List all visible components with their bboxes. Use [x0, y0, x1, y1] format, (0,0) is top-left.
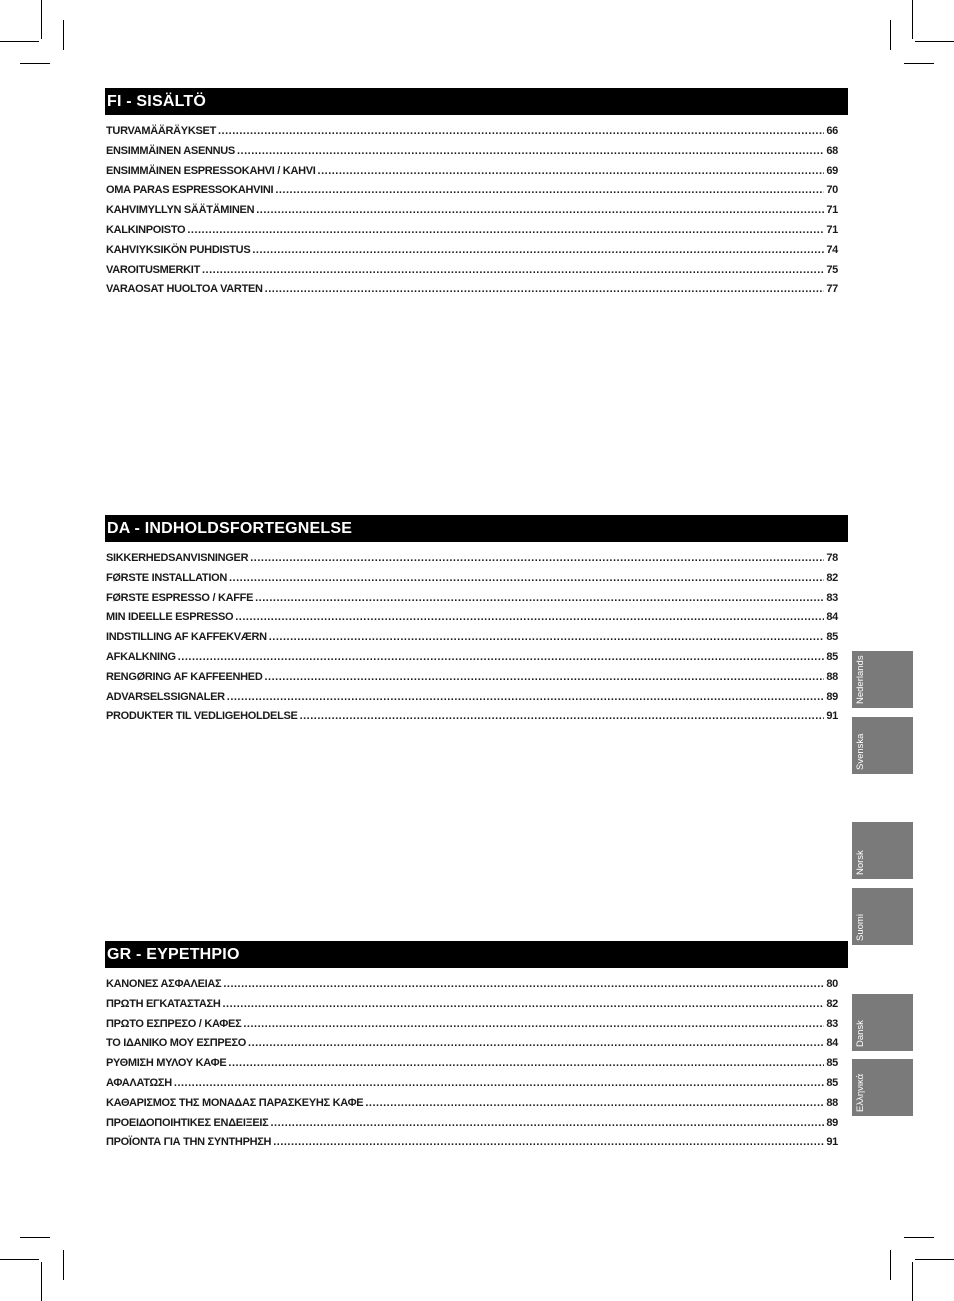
toc-entry[interactable]: [105, 244, 848, 264]
language-tab-label: Dansk: [855, 1020, 866, 1047]
leader-dots: [223, 978, 824, 990]
toc-label: INDSTILLING AF KAFFEKVÆRN: [106, 631, 267, 644]
toc-page-number: 91: [826, 710, 838, 723]
leader-dots: [218, 125, 824, 137]
toc-label: OMA PARAS ESPRESSOKAHVINI: [106, 184, 274, 197]
language-tab-label: Norsk: [855, 850, 866, 875]
crop-mark: [20, 1237, 50, 1238]
section-title: DA - INDHOLDSFORTEGNELSE: [105, 515, 848, 542]
toc-label: ΠΡΩΤΟ ΕΣΠΡΕΣΟ / ΚΑΦΕΣ: [106, 1017, 242, 1030]
toc-page-number: 83: [826, 591, 838, 604]
leader-dots: [250, 552, 824, 564]
toc-section-da: [105, 515, 848, 730]
leader-dots: [270, 1117, 824, 1129]
crop-mark: [915, 1259, 954, 1260]
crop-mark: [912, 1262, 913, 1301]
toc-entry[interactable]: [105, 184, 848, 204]
leader-dots: [318, 165, 825, 177]
toc-page-number: 84: [826, 1037, 838, 1050]
toc-page-number: 71: [826, 223, 838, 236]
toc-entry[interactable]: [105, 283, 848, 303]
toc-page-number: 89: [826, 690, 838, 703]
toc-label: ENSIMMÄINEN ASENNUS: [106, 144, 235, 157]
leader-dots: [275, 184, 824, 196]
toc-label: MIN IDEELLE ESPRESSO: [106, 611, 234, 624]
leader-dots: [187, 224, 824, 236]
leader-dots: [243, 1018, 824, 1030]
crop-mark: [904, 63, 934, 64]
toc-page-number: 84: [826, 611, 838, 624]
toc-label: SIKKERHEDSANVISNINGER: [106, 552, 249, 564]
toc-entry[interactable]: [105, 125, 848, 145]
toc-page-number: 91: [826, 1136, 838, 1149]
toc-page-number: 85: [826, 1057, 838, 1070]
language-tab-label: Nederlands: [855, 655, 866, 704]
crop-mark: [890, 1250, 891, 1280]
toc-page-number: 88: [826, 1096, 838, 1109]
leader-dots: [228, 1057, 824, 1069]
toc-entry[interactable]: [105, 691, 848, 711]
leader-dots: [229, 572, 824, 584]
toc-label: ΑΦΑΛΑΤΩΣΗ: [106, 1076, 172, 1089]
crop-mark: [890, 20, 891, 50]
section-title: FI - SISÄLTÖ: [105, 88, 848, 115]
toc-page-number: 71: [826, 204, 838, 217]
leader-dots: [255, 592, 824, 604]
toc-section-fi: [105, 88, 848, 303]
crop-mark: [20, 63, 50, 64]
leader-dots: [202, 264, 824, 276]
toc-label: KALKINPOISTO: [106, 223, 186, 236]
toc-entry[interactable]: [105, 978, 848, 998]
toc-section-gr: [105, 941, 848, 1156]
toc-label: ΠΡΟΕΙΔΟΠΟΙΗΤΙΚΕΣ ΕΝΔΕΙΞΕΙΣ: [106, 1116, 269, 1129]
language-tab-suomi[interactable]: [852, 888, 913, 945]
toc-label: FØRSTE ESPRESSO / KAFFE: [106, 591, 254, 604]
language-tab-nederlands[interactable]: [852, 651, 913, 708]
leader-dots: [248, 1037, 824, 1049]
toc-label: ΤΟ ΙΔΑΝΙΚΟ ΜΟΥ ΕΣΠΡΕΣΟ: [106, 1037, 247, 1050]
toc-label: PRODUKTER TIL VEDLIGEHOLDELSE: [106, 710, 298, 723]
language-tab-norsk[interactable]: [852, 822, 913, 879]
toc-entry[interactable]: [105, 631, 848, 651]
toc-page-number: 85: [826, 650, 838, 663]
toc-page-number: 85: [826, 1076, 838, 1089]
toc-entry[interactable]: [105, 1018, 848, 1038]
section-title: GR - ΕΥΡΕΤΗΡΙΟ: [105, 941, 848, 968]
toc-page-number: 89: [826, 1116, 838, 1129]
toc-page-number: 80: [826, 978, 838, 990]
toc-page-number: 68: [826, 144, 838, 157]
toc-page-number: 83: [826, 1017, 838, 1030]
toc-entry[interactable]: [105, 651, 848, 671]
leader-dots: [237, 145, 824, 157]
toc-label: ADVARSELSSIGNALER: [106, 690, 225, 703]
toc-entry[interactable]: [105, 1077, 848, 1097]
toc-label: ENSIMMÄINEN ESPRESSOKAHVI / KAHVI: [106, 164, 316, 177]
toc-label: ΠΡΟΪΟΝΤΑ ΓΙΑ ΤΗΝ ΣΥΝΤΗΡΗΣΗ: [106, 1136, 272, 1149]
toc-label: VARAOSAT HUOLTOA VARTEN: [106, 283, 263, 296]
leader-dots: [227, 691, 825, 703]
toc-entry[interactable]: [105, 572, 848, 592]
toc-page-number: 69: [826, 164, 838, 177]
toc-label: KAHVIYKSIKÖN PUHDISTUS: [106, 243, 251, 256]
toc-entry[interactable]: [105, 264, 848, 284]
crop-mark: [0, 41, 39, 42]
toc-page-number: 78: [826, 552, 838, 564]
leader-dots: [222, 998, 824, 1010]
language-tab-ellinika[interactable]: [852, 1059, 913, 1116]
crop-mark: [63, 1250, 64, 1280]
toc-label: VAROITUSMERKIT: [106, 263, 200, 276]
toc-entry[interactable]: [105, 224, 848, 244]
toc-label: KAHVIMYLLYN SÄÄTÄMINEN: [106, 204, 255, 217]
leader-dots: [174, 1077, 824, 1089]
leader-dots: [300, 710, 825, 722]
leader-dots: [235, 611, 824, 623]
leader-dots: [256, 204, 824, 216]
leader-dots: [264, 671, 824, 683]
toc-label: ΚΑΝΟΝΕΣ ΑΣΦΑΛΕΙΑΣ: [106, 978, 222, 990]
leader-dots: [265, 283, 825, 295]
toc-page-number: 70: [826, 184, 838, 197]
crop-mark: [0, 1259, 39, 1260]
toc-page-number: 82: [826, 997, 838, 1010]
leader-dots: [178, 651, 825, 663]
crop-mark: [904, 1237, 934, 1238]
toc-entry[interactable]: [105, 1136, 848, 1156]
toc-list: [105, 125, 848, 303]
toc-entry[interactable]: [105, 671, 848, 691]
toc-label: ΠΡΩΤΗ ΕΓΚΑΤΑΣΤΑΣΗ: [106, 997, 221, 1010]
toc-label: FØRSTE INSTALLATION: [106, 571, 227, 584]
toc-list: [105, 552, 848, 730]
toc-entry[interactable]: [105, 592, 848, 612]
crop-mark: [912, 0, 913, 39]
toc-list: [105, 978, 848, 1156]
toc-page-number: 82: [826, 571, 838, 584]
crop-mark: [41, 1262, 42, 1301]
language-tab-label: Svenska: [855, 733, 866, 770]
crop-mark: [41, 0, 42, 39]
toc-label: ΡΥΘΜΙΣΗ ΜΥΛΟΥ ΚΑΦΕ: [106, 1057, 227, 1070]
language-tab-label: Ελληνικά: [855, 1073, 866, 1112]
toc-entry[interactable]: [105, 1037, 848, 1057]
toc-entry[interactable]: [105, 1057, 848, 1077]
leader-dots: [273, 1136, 824, 1148]
language-tab-svenska[interactable]: [852, 717, 913, 774]
toc-entry[interactable]: [105, 1117, 848, 1137]
language-tab-dansk[interactable]: [852, 994, 913, 1051]
toc-page-number: 88: [826, 670, 838, 683]
toc-page-number: 74: [826, 243, 838, 256]
crop-mark: [915, 41, 954, 42]
toc-page-number: 77: [826, 283, 838, 296]
toc-entry[interactable]: [105, 611, 848, 631]
toc-entry[interactable]: [105, 998, 848, 1018]
toc-label: TURVAMÄÄRÄYKSET: [106, 125, 216, 137]
leader-dots: [252, 244, 824, 256]
toc-entry[interactable]: [105, 204, 848, 224]
toc-page-number: 66: [826, 125, 838, 137]
leader-dots: [365, 1097, 824, 1109]
toc-entry[interactable]: [105, 1097, 848, 1117]
language-tab-label: Suomi: [855, 914, 866, 941]
toc-label: AFKALKNING: [106, 650, 176, 663]
toc-page-number: 75: [826, 263, 838, 276]
toc-page-number: 85: [826, 631, 838, 644]
toc-entry[interactable]: [105, 165, 848, 185]
leader-dots: [269, 631, 825, 643]
toc-entry[interactable]: [105, 552, 848, 572]
toc-label: ΚΑΘΑΡΙΣΜΟΣ ΤΗΣ ΜΟΝΑΔΑΣ ΠΑΡΑΣΚΕΥΗΣ ΚΑΦΕ: [106, 1096, 364, 1109]
toc-entry[interactable]: [105, 145, 848, 165]
toc-label: RENGØRING AF KAFFEENHED: [106, 670, 263, 683]
crop-mark: [63, 20, 64, 50]
toc-entry[interactable]: [105, 710, 848, 730]
